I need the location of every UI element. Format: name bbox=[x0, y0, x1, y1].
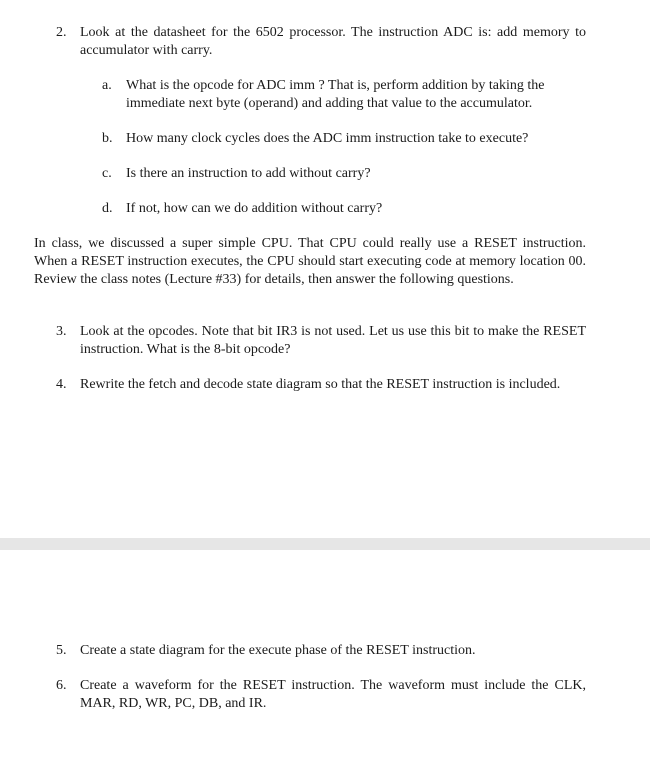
sub-question-text: If not, how can we do addition without carry? bbox=[126, 201, 383, 216]
question-number: 5. bbox=[56, 643, 67, 658]
question-2d bbox=[102, 200, 586, 218]
question-number: 3. bbox=[56, 324, 67, 339]
question-text: Create a state diagram for the execute phase of the RESET instruction. bbox=[80, 643, 476, 658]
question-number: 2. bbox=[56, 25, 67, 40]
question-2c bbox=[102, 165, 586, 183]
question-number: 6. bbox=[56, 678, 67, 693]
sub-question-text: What is the opcode for ADC imm ? That is, perform addition by taking the immediate next byte (operand) and adding that value to the accumulator. bbox=[126, 78, 545, 111]
sub-question-text: How many clock cycles does the ADC imm instruction take to execute? bbox=[126, 131, 529, 146]
question-2a bbox=[102, 77, 586, 113]
intro-paragraph: In class, we discussed a super simple CPU. That CPU could really use a RESET instruction. When a RESET instruction executes, the CPU should start executing code at memory location 00. Review the class notes (Lecture #33) for details, then answer the following questions. bbox=[34, 236, 586, 287]
question-5 bbox=[56, 642, 586, 660]
sub-question-letter: a. bbox=[102, 78, 112, 93]
question-4 bbox=[56, 376, 586, 394]
sub-question-letter: d. bbox=[102, 201, 113, 216]
question-text: Create a waveform for the RESET instruction. The waveform must include the CLK, MAR, RD, WR, PC, DB, and IR. bbox=[80, 678, 586, 711]
sub-question-letter: c. bbox=[102, 166, 112, 181]
page-separator bbox=[0, 538, 650, 550]
question-text: Look at the datasheet for the 6502 processor. The instruction ADC is: add memory to accumulator with carry. bbox=[80, 25, 586, 58]
question-3 bbox=[56, 323, 586, 359]
sub-question-letter: b. bbox=[102, 131, 113, 146]
sub-question-text: Is there an instruction to add without carry? bbox=[126, 166, 371, 181]
question-2 bbox=[56, 24, 586, 60]
question-text: Look at the opcodes. Note that bit IR3 is not used. Let us use this bit to make the RESET instruction. What is the 8-bit opcode? bbox=[80, 324, 586, 357]
question-text: Rewrite the fetch and decode state diagram so that the RESET instruction is included. bbox=[80, 377, 561, 392]
question-2b bbox=[102, 130, 586, 148]
question-6 bbox=[56, 677, 586, 713]
question-number: 4. bbox=[56, 377, 67, 392]
